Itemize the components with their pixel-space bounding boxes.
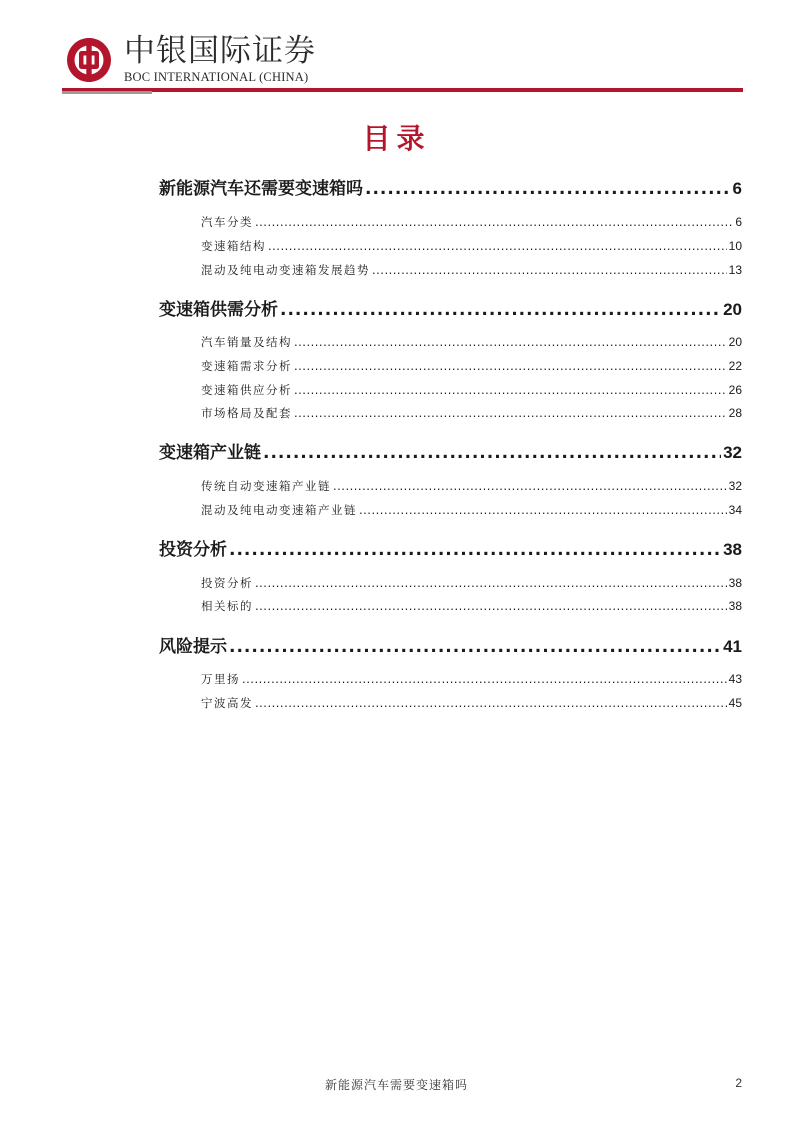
dot-leader <box>255 576 727 590</box>
toc-item[interactable] <box>201 382 742 398</box>
toc-item-label: 汽车分类 <box>201 215 253 229</box>
toc-item-label: 宁波高发 <box>201 696 253 710</box>
toc-section-5[interactable] <box>159 632 742 657</box>
toc-item[interactable] <box>201 214 742 230</box>
dot-leader <box>255 599 727 613</box>
logo-chinese-name: 中银国际证券 <box>124 33 316 69</box>
dot-leader <box>294 335 727 349</box>
toc-page-number: 26 <box>728 383 742 397</box>
toc-page-number: 6 <box>732 179 742 198</box>
toc-page-number: 38 <box>723 540 742 559</box>
toc-section-label: 变速箱供需分析 <box>159 300 278 320</box>
toc-section-label: 变速箱产业链 <box>159 443 261 463</box>
toc-item[interactable] <box>201 502 742 518</box>
toc-item-label: 汽车销量及结构 <box>201 335 292 349</box>
page-title: 目录 <box>362 122 431 155</box>
toc-section-label: 风险提示 <box>159 637 227 657</box>
footer-page-number: 2 <box>735 1076 742 1090</box>
dot-leader <box>280 300 721 320</box>
report-header <box>62 30 742 94</box>
toc-item-label: 市场格局及配套 <box>201 406 292 420</box>
toc-item-label: 变速箱结构 <box>201 239 266 253</box>
toc-page-number: 32 <box>723 443 742 462</box>
dot-leader <box>294 383 727 397</box>
toc-item[interactable] <box>201 358 742 374</box>
toc-page-number: 13 <box>728 263 742 277</box>
toc-item-label: 万里扬 <box>201 672 240 686</box>
footer-document-title: 新能源汽车需要变速箱吗 <box>324 1078 468 1092</box>
dot-leader <box>229 637 721 657</box>
toc-page-number: 41 <box>723 637 742 656</box>
dot-leader <box>294 359 727 373</box>
boc-logo-icon <box>65 36 113 84</box>
dot-leader <box>268 239 727 253</box>
toc-page-number: 45 <box>728 696 742 710</box>
toc-item-label: 投资分析 <box>201 576 253 590</box>
toc-page-number: 34 <box>728 503 742 517</box>
toc-section-1[interactable] <box>159 174 742 199</box>
toc-page-number: 28 <box>728 406 742 420</box>
dot-leader <box>229 540 721 560</box>
dot-leader <box>365 179 731 199</box>
dot-leader <box>359 503 727 517</box>
dot-leader <box>255 215 733 229</box>
toc-page-number: 20 <box>723 300 742 319</box>
toc-item[interactable] <box>201 238 742 254</box>
toc-page-number: 32 <box>728 479 742 493</box>
toc-item-label: 混动及纯电动变速箱产业链 <box>201 503 357 517</box>
toc-item-label: 传统自动变速箱产业链 <box>201 479 331 493</box>
dot-leader <box>372 263 727 277</box>
logo-english-name: BOC INTERNATIONAL (CHINA) <box>124 70 309 84</box>
dot-leader <box>255 696 727 710</box>
dot-leader <box>263 443 721 463</box>
toc-page-number: 6 <box>735 215 742 229</box>
toc-item[interactable] <box>201 598 742 614</box>
toc-page-number: 20 <box>728 335 742 349</box>
toc-page-number: 38 <box>728 576 742 590</box>
header-divider <box>62 88 743 92</box>
toc-item-label: 混动及纯电动变速箱发展趋势 <box>201 263 370 277</box>
toc-item[interactable] <box>201 478 742 494</box>
toc-item[interactable] <box>201 405 742 421</box>
dot-leader <box>242 672 727 686</box>
toc-page-number: 10 <box>728 239 742 253</box>
toc-item-label: 相关标的 <box>201 599 253 613</box>
toc-item-label: 变速箱需求分析 <box>201 359 292 373</box>
toc-item-label: 变速箱供应分析 <box>201 383 292 397</box>
toc-item[interactable] <box>201 671 742 687</box>
toc-item[interactable] <box>201 262 742 278</box>
toc-page-number: 22 <box>728 359 742 373</box>
dot-leader <box>333 479 727 493</box>
toc-section-label: 投资分析 <box>159 540 227 560</box>
toc-section-label: 新能源汽车还需要变速箱吗 <box>159 179 363 199</box>
toc-item[interactable] <box>201 695 742 711</box>
toc-page-number: 43 <box>728 672 742 686</box>
toc-item[interactable] <box>201 334 742 350</box>
toc-section-4[interactable] <box>159 535 742 560</box>
toc-page-number: 38 <box>728 599 742 613</box>
toc-item[interactable] <box>201 575 742 591</box>
dot-leader <box>294 406 727 420</box>
toc-section-3[interactable] <box>159 438 742 463</box>
header-divider-accent <box>62 91 152 94</box>
toc-section-2[interactable] <box>159 295 742 320</box>
